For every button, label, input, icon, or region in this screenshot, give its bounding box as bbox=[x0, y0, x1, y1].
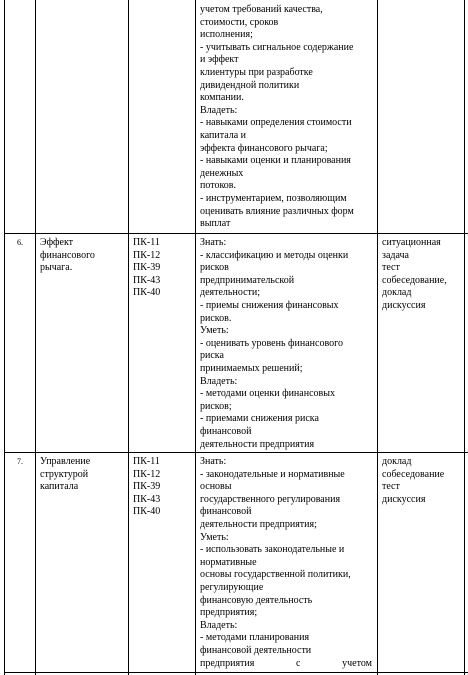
row-divider-2 bbox=[4, 452, 468, 453]
competency-code: ПК-12 bbox=[133, 468, 161, 480]
text-line: деятельности предприятия bbox=[200, 438, 315, 450]
justified-last-line bbox=[200, 658, 372, 671]
table-border-left bbox=[4, 0, 5, 675]
text-line: стоимости, сроков bbox=[200, 16, 279, 28]
competency-code: ПК-40 bbox=[133, 506, 161, 518]
text-word: предприятия bbox=[200, 657, 255, 669]
assessment-item: тест bbox=[382, 262, 400, 274]
row-2-topic bbox=[40, 456, 90, 494]
assessment-item: тест bbox=[382, 481, 400, 493]
row-0-competencies bbox=[200, 4, 354, 231]
competency-code: ПК-11 bbox=[133, 456, 160, 467]
text-line: дивидендной политики bbox=[200, 79, 300, 91]
row-1-number bbox=[17, 237, 23, 250]
column-divider-topic bbox=[128, 0, 129, 675]
text-line: и эффект bbox=[200, 54, 239, 66]
text-line: основы государственной политики, bbox=[200, 569, 351, 581]
text-line: - использовать законодательные и bbox=[200, 544, 345, 556]
row-1-topic bbox=[40, 237, 95, 275]
column-divider-num bbox=[35, 0, 36, 675]
row-1-codes bbox=[133, 237, 160, 300]
text-line: исполнения; bbox=[200, 29, 253, 41]
column-divider-codes bbox=[195, 0, 196, 675]
text-line: финансовой bbox=[200, 506, 252, 518]
text-line: Знать: bbox=[200, 456, 227, 467]
text-line: выплат bbox=[200, 218, 231, 230]
competency-code: ПК-12 bbox=[133, 249, 161, 261]
text-line: нормативные bbox=[200, 556, 257, 568]
text-line: Владеть: bbox=[200, 619, 238, 631]
text-line: - навыками определения стоимости bbox=[200, 117, 352, 129]
text-line: - методами оценки финансовых bbox=[200, 388, 335, 400]
assessment-item: дискуссия bbox=[382, 493, 426, 505]
row-divider-1 bbox=[4, 233, 468, 234]
text-line: Эффект bbox=[40, 237, 74, 248]
text-line: - методами планирования bbox=[200, 632, 310, 644]
text-line: государственного регулирования bbox=[200, 493, 341, 505]
text-line: основы bbox=[200, 481, 232, 493]
table-border-bottom bbox=[4, 672, 468, 673]
text-line: финансовую деятельность bbox=[200, 594, 313, 606]
row-2-assessment bbox=[382, 456, 444, 506]
text-word: учетом bbox=[342, 657, 372, 669]
text-line: - приемами снижения риска bbox=[200, 413, 319, 425]
competency-code: ПК-43 bbox=[133, 274, 161, 286]
text-line: капитала bbox=[40, 481, 79, 493]
text-line: регулирующие bbox=[200, 581, 264, 593]
competency-code: ПК-39 bbox=[133, 262, 161, 274]
column-divider-competencies bbox=[377, 0, 378, 675]
text-line: - оценивать уровень финансового bbox=[200, 337, 343, 349]
text-line: компании. bbox=[200, 92, 244, 104]
text-line: финансовой деятельности bbox=[200, 644, 312, 656]
table-border-right bbox=[464, 0, 465, 675]
text-line: деятельности предприятия; bbox=[200, 518, 317, 530]
competency-code: ПК-11 bbox=[133, 237, 160, 248]
text-line: структурой bbox=[40, 468, 89, 480]
text-line: клиентуры при разработке bbox=[200, 66, 313, 78]
row-2-codes bbox=[133, 456, 160, 519]
text-line: Управление bbox=[40, 456, 91, 467]
text-line: рисков. bbox=[200, 312, 232, 324]
assessment-item: дискуссия bbox=[382, 299, 426, 311]
text-line: - законодательные и нормативные bbox=[200, 468, 345, 480]
assessment-item: собеседование bbox=[382, 468, 445, 480]
assessment-item: доклад bbox=[382, 287, 412, 299]
text-line: - приемы снижения финансовых bbox=[200, 299, 339, 311]
text-line: - инструментарием, позволяющим bbox=[200, 192, 347, 204]
text-line: финансового bbox=[40, 249, 95, 261]
competency-code: ПК-43 bbox=[133, 493, 161, 505]
text-line: риска bbox=[200, 350, 224, 362]
text-line: Знать: bbox=[200, 237, 227, 248]
competency-code: ПК-39 bbox=[133, 481, 161, 493]
text-line: - учитывать сигнальное содержание bbox=[200, 41, 354, 53]
text-line: потоков. bbox=[200, 180, 237, 192]
text-line: Уметь: bbox=[200, 531, 229, 543]
text-line: эффекта финансового рычага; bbox=[200, 142, 328, 154]
text-line: оценивать влияние различных форм bbox=[200, 205, 354, 217]
row-2-number bbox=[17, 456, 23, 469]
text-line: - классификацию и методы оценки bbox=[200, 249, 349, 261]
row-number: 6. bbox=[17, 238, 23, 247]
text-line: рисков; bbox=[200, 400, 232, 412]
row-1-competencies bbox=[200, 237, 348, 451]
text-line: Владеть: bbox=[200, 104, 238, 116]
text-line: рычага. bbox=[40, 262, 73, 274]
text-line: предприятия; bbox=[200, 607, 258, 619]
text-line: рисков bbox=[200, 262, 229, 274]
text-line: учетом требований качества, bbox=[200, 4, 323, 15]
text-line: деятельности; bbox=[200, 287, 261, 299]
text-line: Уметь: bbox=[200, 325, 229, 337]
text-line: Владеть: bbox=[200, 375, 238, 387]
text-line: - навыками оценки и планирования bbox=[200, 155, 351, 167]
text-line: денежных bbox=[200, 167, 244, 179]
text-line: принимаемых решений; bbox=[200, 362, 303, 374]
assessment-item: собеседование, bbox=[382, 274, 447, 286]
text-line: капитала и bbox=[200, 129, 247, 141]
competency-code: ПК-40 bbox=[133, 287, 161, 299]
assessment-item: доклад bbox=[382, 456, 412, 467]
row-1-assessment bbox=[382, 237, 447, 313]
text-line: предпринимательской bbox=[200, 274, 295, 286]
row-number: 7. bbox=[17, 457, 23, 466]
text-line: финансовой bbox=[200, 425, 252, 437]
assessment-item: ситуационная bbox=[382, 237, 441, 248]
row-2-competencies bbox=[200, 456, 372, 670]
text-word: с bbox=[296, 657, 301, 669]
assessment-item: задача bbox=[382, 249, 409, 261]
